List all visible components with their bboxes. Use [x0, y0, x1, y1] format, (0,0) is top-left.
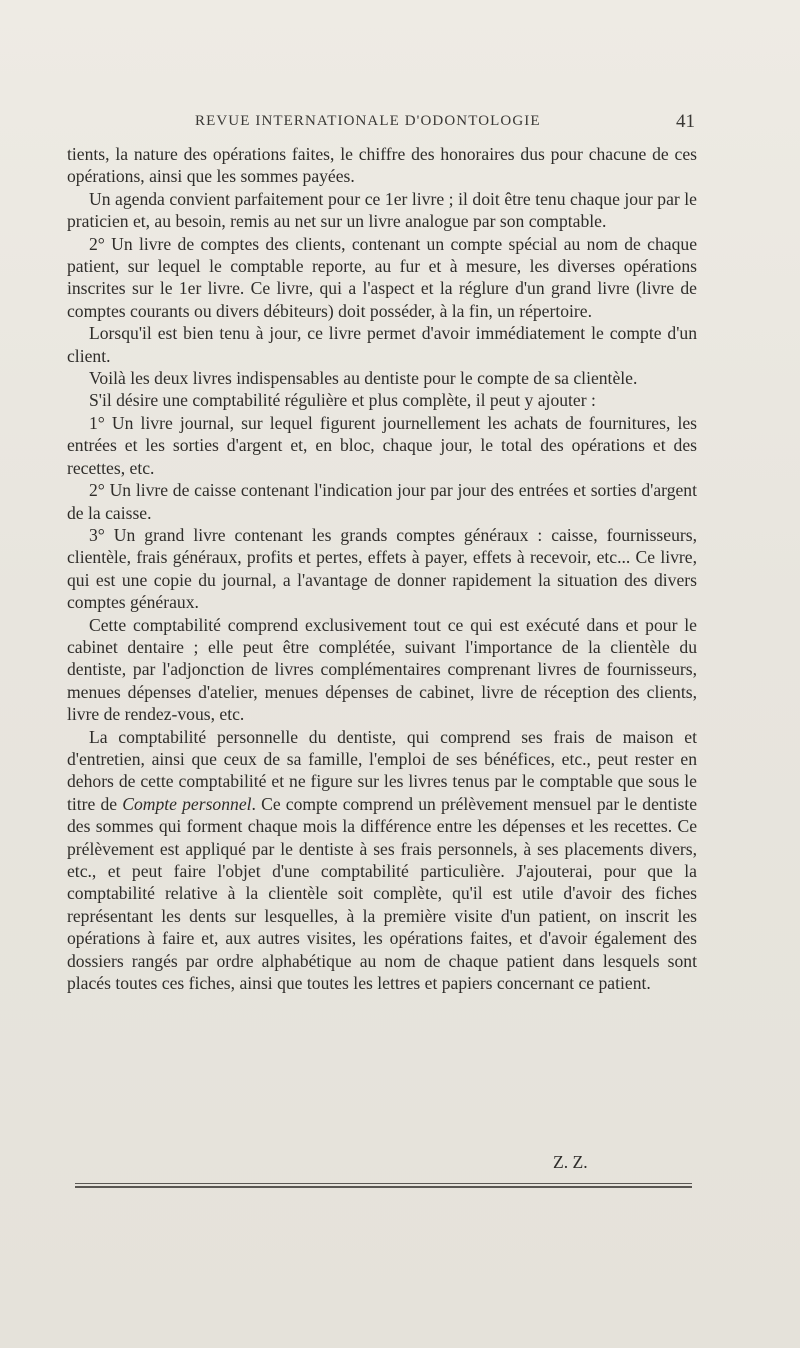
paragraph: 1° Un livre journal, sur lequel figurent journellement les achats de fournitures, les entrées et les sorties d'argent et, en bloc, chaque jour, le total des opérations et des recettes, etc.	[67, 412, 697, 478]
paragraph: S'il désire une comptabilité régulière et plus complète, il peut y ajouter :	[89, 390, 596, 411]
paragraph: tients, la nature des opérations faites, le chiffre des honoraires dus pour chacune de ces opérations, ainsi que les sommes payées.	[67, 144, 697, 187]
paragraph: 2° Un livre de caisse contenant l'indication jour par jour des entrées et sorties d'argent de la caisse.	[67, 480, 697, 523]
paragraph: Lorsqu'il est bien tenu à jour, ce livre permet d'avoir immédiatement le compte d'un client.	[67, 323, 697, 366]
paragraph	[67, 726, 697, 995]
end-rule	[75, 1183, 692, 1184]
author-signature: Z. Z.	[553, 1152, 588, 1172]
italic-term: Compte personnel	[122, 793, 252, 814]
paragraph: Cette comptabilité comprend exclusivement tout ce qui est exécuté dans et pour le cabinet dentaire ; elle peut être complétée, suivant l'importance de la clientèle du dentiste, par l'adjonction de livres complémentaires comprenant livres de fournisseurs, menues dépenses d'atelier, menues dépenses de cabinet, livre de réception des clients, livre de rendez-vous, etc.	[67, 614, 697, 725]
running-title: REVUE INTERNATIONALE D'ODONTOLOGIE	[195, 113, 541, 129]
end-rule	[75, 1186, 692, 1188]
paragraph: 2° Un livre de comptes des clients, contenant un compte spécial au nom de chaque patient, sur lequel le comptable reporte, au fur et à mesure, les diverses opérations inscrites sur le 1er livre. Ce livre, qui a l'aspect et la réglure d'un grand livre (livre de comptes courants ou divers débiteurs) doit posséder, à la fin, un répertoire.	[67, 233, 697, 321]
paragraph: Un agenda convient parfaitement pour ce 1er livre ; il doit être tenu chaque jour par le praticien et, au besoin, remis au net sur un livre analogue par son comptable.	[67, 188, 697, 232]
paragraph: Voilà les deux livres indispensables au dentiste pour le compte de sa clientèle.	[89, 368, 638, 389]
paragraph: 3° Un grand livre contenant les grands comptes généraux : caisse, fournisseurs, clientèle, frais généraux, profits et pertes, effets à payer, effets à recevoir, etc... Ce livre, qui est une copie du journal, a l'avantage de donner rapidement la situation des divers comptes généraux.	[67, 524, 697, 613]
paragraph-text: . Ce compte comprend un prélèvement mensuel par le dentiste des sommes qui forment chaque mois la différence entre les dépenses et les recettes. Ce prélèvement est appliqué par le dentiste à ses frais personnels, à ses placements divers, etc., et peut faire l'objet d'une comptabilité particulière. J'ajouterai, pour que la comptabilité relative à la clientèle soit complète, qu'il est utile d'avoir des fiches représentant les dents sur lesquelles, à la première visite d'un patient, on inscrit les opérations à faire et, aux autres visites, les opérations faites, et d'avoir également des dossiers rangés par ordre alphabétique au nom de chaque patient dans lesquels sont placés toutes ces fiches, ainsi que toutes les lettres et papiers concernant ce patient.	[67, 793, 697, 994]
article-body	[67, 143, 697, 994]
page-number: 41	[676, 111, 695, 132]
paragraph-text: La comptabilité personnelle du dentiste, qui comprend ses frais de maison et d'entretien, ainsi que ceux de sa famille, l'emploi de ses bénéfices, etc., peut rester en dehors de cette comptabilité et ne figure sur les livres tenus par le comptable que sous le titre de	[67, 726, 697, 814]
